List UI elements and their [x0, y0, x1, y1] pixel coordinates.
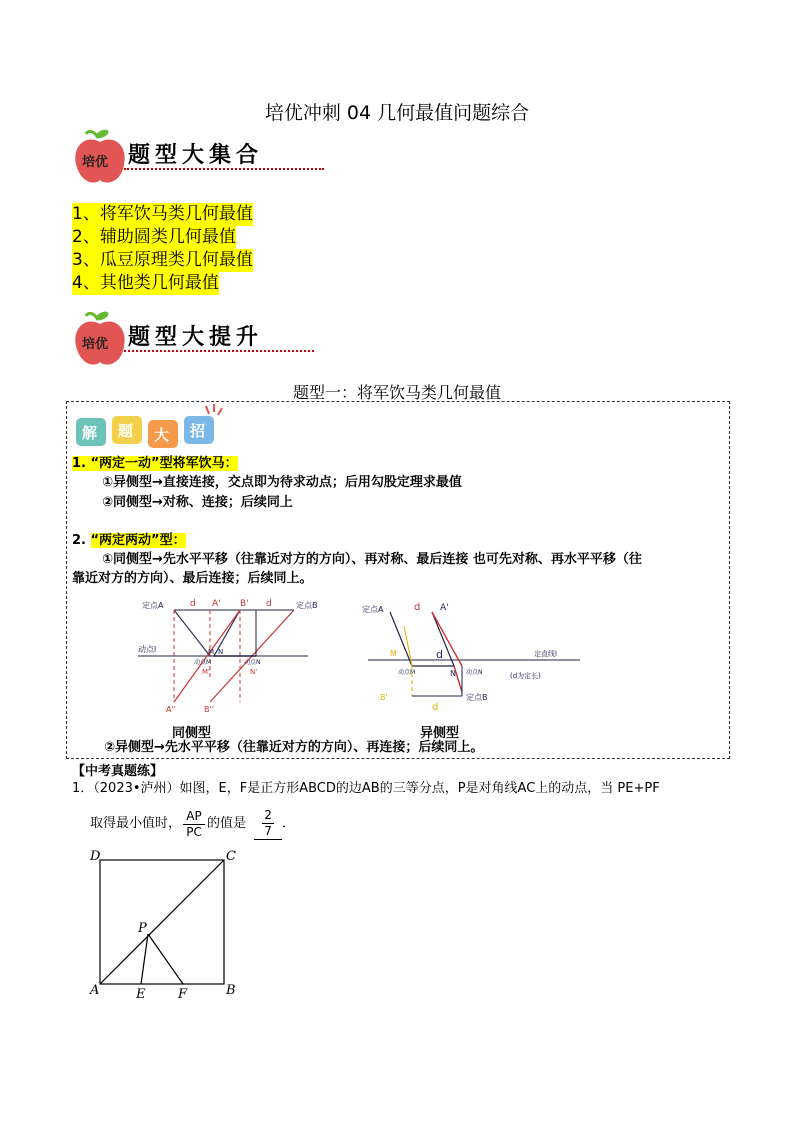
- fig1-label: d: [190, 599, 196, 609]
- vertex-label-d: D: [90, 849, 101, 864]
- opposite-side-caption: 异侧型: [420, 726, 460, 741]
- dotted-underline: [124, 168, 324, 170]
- topic-list: [72, 203, 253, 295]
- method-part2-item2: ②异侧型→先水平平移（往靠近对方的方向）、再连接；后续同上。: [104, 740, 484, 755]
- fig1-label: M': [202, 668, 210, 676]
- badge-char: 解: [82, 424, 98, 442]
- dotted-underline: [124, 350, 314, 352]
- fig1-label: 动点M: [194, 659, 212, 666]
- answer-fraction: 2 7: [254, 808, 282, 840]
- fig2-label: 动点N: [466, 669, 483, 676]
- badge-char: 大: [154, 426, 170, 444]
- method-part1-title: 1. “两定一动”型将军饮马：: [72, 456, 238, 471]
- point-label-f: F: [178, 987, 188, 1002]
- fig2-label: 动点M: [398, 669, 416, 676]
- badge-tile-3: [148, 420, 178, 448]
- fig1-label: N: [218, 648, 224, 656]
- logo-text: 培优: [82, 155, 109, 170]
- method-part2-item1-line1: ①同侧型→先水平平移（往靠近对方的方向）、再对称、最后连接 也可先对称、再水平平移（往: [102, 552, 642, 567]
- same-side-caption: 同侧型: [172, 726, 212, 741]
- fig1-label: 动点N: [244, 659, 261, 666]
- banner-title: 题型大集合: [128, 142, 264, 168]
- fig1-label: N': [250, 668, 258, 676]
- logo-text: 培优: [82, 337, 109, 352]
- fig1-label: A'': [166, 705, 176, 714]
- fig1-label: 定点B: [296, 601, 318, 610]
- fig2-label: 定点A: [362, 605, 384, 614]
- fig2-label: N: [450, 669, 456, 678]
- topic-item: 1、将军饮马类几何最值: [72, 204, 253, 224]
- question-1-line1: 1．（2023•泸州）如图，E，F是正方形ABCD的边AB的三等分点，P是对角线AC上的动点，当 PE+PF: [72, 781, 660, 796]
- fig2-label: B': [380, 693, 388, 702]
- badge-char: 招: [190, 422, 206, 440]
- point-label-e: E: [136, 987, 146, 1002]
- vertex-label-a: A: [90, 983, 100, 998]
- point-label-p: P: [138, 921, 147, 936]
- method-part2-item1-line2: 靠近对方的方向）、最后连接；后续同上。: [72, 571, 313, 586]
- fig2-label: (d为定长): [510, 672, 541, 680]
- fig2-label: 定直线l: [534, 650, 557, 658]
- tip-badge: [74, 404, 224, 452]
- square-diagram: [86, 846, 246, 1002]
- topic-item: 4、其他类几何最值: [72, 273, 219, 293]
- fraction-ap-pc: AP PC: [183, 809, 205, 840]
- figure-same-side: [138, 592, 338, 714]
- badge-tile-1: [76, 418, 106, 446]
- page-title: 培优冲刺 04 几何最值问题综合: [264, 102, 530, 124]
- vertex-label-b: B: [226, 983, 236, 998]
- method-part1-item2: ②同侧型→对称、连接；后续同上: [102, 495, 293, 510]
- banner-title: 题型大提升: [128, 324, 264, 350]
- fig2-label: d: [432, 702, 439, 713]
- fig2-label: 定点B: [466, 693, 488, 702]
- topic-item: 2、辅助圆类几何最值: [72, 227, 236, 247]
- apple-logo-icon: [72, 128, 128, 188]
- section-title: 题型一：将军饮马类几何最值: [292, 383, 501, 402]
- topic-item: 3、瓜豆原理类几何最值: [72, 250, 253, 270]
- fig1-label: 定点A: [142, 601, 164, 610]
- exam-header: 【中考真题练】: [72, 764, 164, 779]
- badge-tile-2: [112, 416, 142, 444]
- fig2-label: d: [436, 648, 443, 661]
- fig2-label: M: [390, 649, 397, 658]
- method-part1-item1: ①异侧型→直接连接，交点即为待求动点；后用勾股定理求最值: [102, 475, 462, 490]
- method-part2-title: 2. “两定两动”型：: [72, 533, 186, 548]
- question-1-line2: 取得最小值时， AP PC 的值是 2 7 ．: [90, 808, 296, 839]
- fig1-label: M: [208, 648, 215, 656]
- fig1-label: 动点l: [138, 645, 157, 654]
- banner-topic-improvement: [72, 310, 272, 362]
- apple-logo-icon: [72, 310, 128, 370]
- vertex-label-c: C: [226, 849, 236, 864]
- banner-topic-collection: [72, 128, 282, 180]
- badge-tile-4: [184, 416, 214, 444]
- fig1-label: d: [266, 599, 272, 609]
- fig1-label: B'': [204, 705, 214, 714]
- fig2-label: d: [414, 602, 421, 613]
- badge-char: 题: [118, 422, 134, 440]
- figure-opposite-side: [354, 596, 580, 714]
- sparkle-icon: [206, 404, 222, 415]
- fig2-label: A': [440, 603, 449, 613]
- fig1-label: B': [240, 599, 249, 609]
- fig1-label: A': [212, 599, 221, 609]
